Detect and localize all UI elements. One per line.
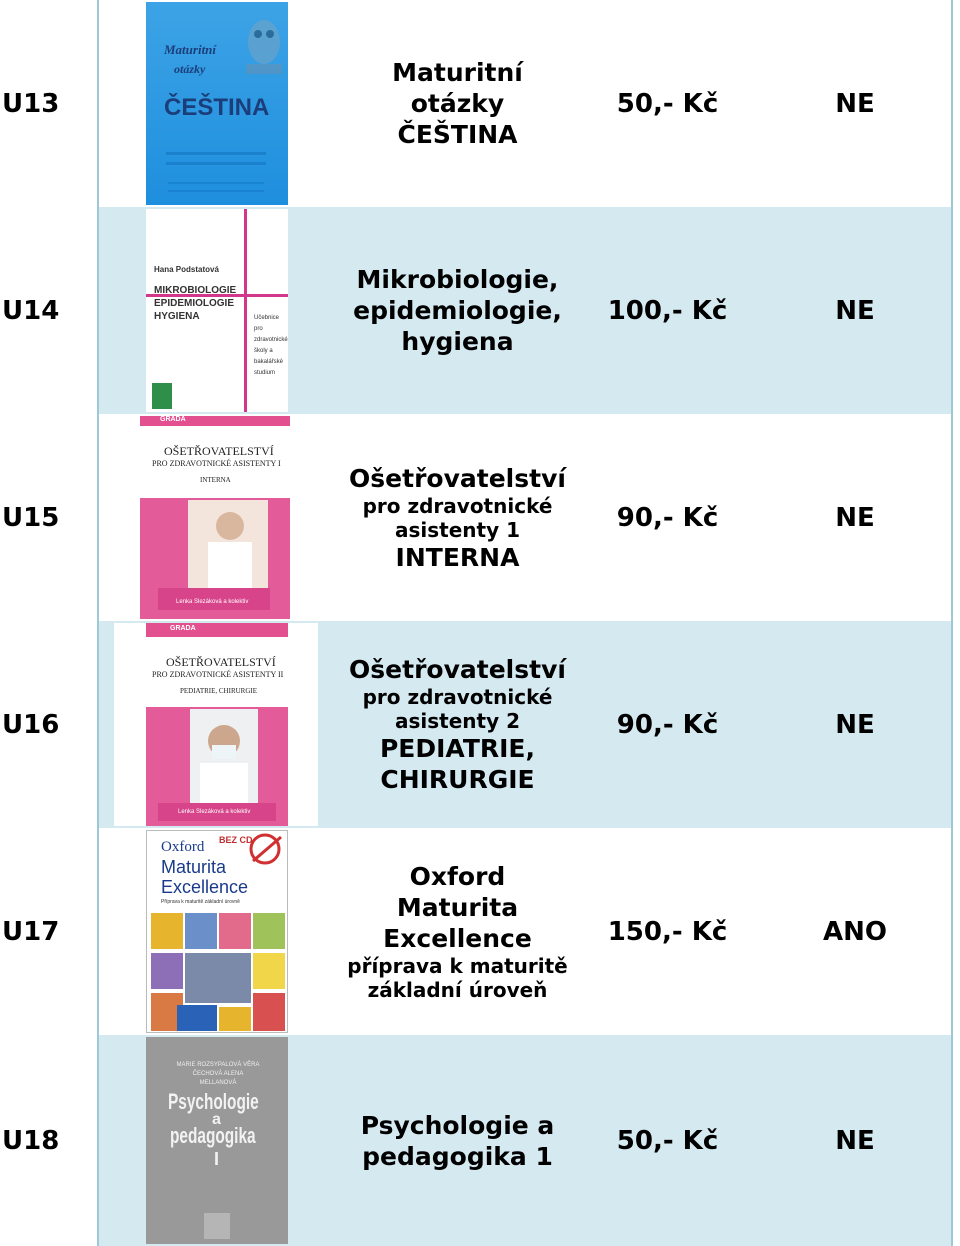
- title-line: INTERNA: [395, 542, 520, 572]
- title-line: Excellence: [383, 924, 532, 953]
- cover-title: ČEŠTINA: [164, 94, 270, 121]
- cover-author: Hana Podstatová: [154, 265, 219, 274]
- cover-title: Maturita: [161, 857, 227, 877]
- book-cover-image: [146, 830, 288, 1033]
- title-line: pedagogika 1: [362, 1141, 553, 1171]
- cover-title: OŠETŘOVATELSTVÍ: [166, 655, 276, 669]
- title-line: příprava k maturitě: [347, 954, 568, 978]
- table-border-right: [951, 0, 953, 1246]
- cover-subtitle: Učebnice pro zdravotnické školy a bakalářské studium: [254, 315, 288, 376]
- cover-badge: BEZ CD: [219, 835, 253, 845]
- availability: NE: [835, 88, 875, 119]
- title-line: Maturitní: [392, 58, 523, 87]
- title-line: asistenty 2: [395, 709, 520, 733]
- item-code: U13: [2, 88, 60, 119]
- title-line: základní úroveň: [367, 978, 548, 1002]
- table-row: [0, 207, 960, 414]
- cover-title: MIKROBIOLOGIE: [154, 285, 237, 296]
- title-line: PEDIATRIE,: [379, 734, 536, 763]
- item-code: U14: [2, 295, 60, 326]
- item-code: U15: [2, 502, 60, 533]
- title-line: epidemiologie,: [353, 296, 562, 325]
- item-code: U17: [2, 916, 60, 947]
- price: 50,- Kč: [616, 1125, 719, 1156]
- book-title: [340, 0, 575, 207]
- cover-title: INTERNA: [200, 476, 231, 484]
- title-line: asistenty 1: [395, 517, 520, 542]
- title-line: Psychologie a: [360, 1110, 555, 1140]
- cover-title: PRO ZDRAVOTNICKÉ ASISTENTY II: [152, 670, 284, 679]
- title-line: Mikrobiologie,: [356, 265, 559, 294]
- book-title: [340, 414, 575, 621]
- cover-title: PEDIATRIE, CHIRURGIE: [180, 687, 257, 695]
- book-cover-image: [146, 209, 288, 412]
- cover-publisher: GRADA: [160, 416, 186, 423]
- price: 150,- Kč: [607, 916, 728, 947]
- book-title: [340, 621, 575, 828]
- availability: NE: [835, 709, 875, 740]
- title-line: pro zdravotnické: [362, 493, 553, 518]
- title-line: Ošetřovatelství: [349, 655, 566, 684]
- cover-subtitle: Příprava k maturitě základní úrovně: [161, 899, 240, 905]
- table-row: [0, 828, 960, 1035]
- availability: NE: [835, 502, 875, 533]
- book-cover-image: [114, 623, 318, 826]
- title-line: Maturita: [396, 893, 519, 922]
- cover-title: otázky: [174, 62, 206, 76]
- cover-title: PRO ZDRAVOTNICKÉ ASISTENTY I: [152, 459, 281, 468]
- cover-title: pedagogika: [170, 1123, 256, 1148]
- title-line: CHIRURGIE: [380, 765, 535, 794]
- title-line: ČEŠTINA: [397, 120, 518, 149]
- price: 100,- Kč: [607, 295, 728, 326]
- book-title: [340, 1035, 575, 1246]
- cover-publisher: Oxford: [161, 839, 205, 855]
- table-row: [0, 0, 960, 207]
- book-cover-image: [146, 1037, 288, 1244]
- title-line: otázky: [410, 89, 505, 118]
- item-code: U18: [2, 1125, 60, 1156]
- cover-title: Psychologie: [168, 1089, 259, 1114]
- title-line: pro zdravotnické: [362, 685, 553, 709]
- cover-title: a: [212, 1111, 221, 1128]
- cover-title: Maturitní: [164, 42, 217, 57]
- cover-publisher: GRADA: [170, 625, 196, 632]
- cover-author: Lenka Slezáková a kolektiv: [178, 809, 251, 815]
- availability: NE: [835, 1125, 875, 1156]
- cover-author: MARIE ROZSYPALOVÁ VĚRA ČECHOVÁ ALENA MELLANOVÁ: [176, 1062, 260, 1086]
- book-cover-image: [140, 416, 290, 619]
- book-title: [340, 828, 575, 1035]
- availability: ANO: [823, 916, 887, 947]
- title-line: Oxford: [409, 862, 506, 891]
- cover-title: I: [214, 1149, 220, 1169]
- availability: NE: [835, 295, 875, 326]
- cover-title: Excellence: [161, 877, 249, 897]
- table-border-left: [97, 0, 99, 1246]
- item-code: U16: [2, 709, 60, 740]
- table-row: [0, 621, 960, 828]
- cover-title: OŠETŘOVATELSTVÍ: [164, 444, 274, 458]
- table-row: [0, 1035, 960, 1246]
- cover-title: HYGIENA: [154, 311, 200, 322]
- price: 50,- Kč: [616, 88, 719, 119]
- cover-title: EPIDEMIOLOGIE: [154, 298, 235, 309]
- title-line: hygiena: [401, 327, 514, 356]
- title-line: Ošetřovatelství: [349, 463, 566, 493]
- price: 90,- Kč: [616, 709, 719, 740]
- price: 90,- Kč: [616, 502, 719, 533]
- book-title: [340, 207, 575, 414]
- book-cover-image: [146, 2, 288, 205]
- table-row: [0, 414, 960, 621]
- cover-author: Lenka Slezáková a kolektiv: [176, 599, 249, 605]
